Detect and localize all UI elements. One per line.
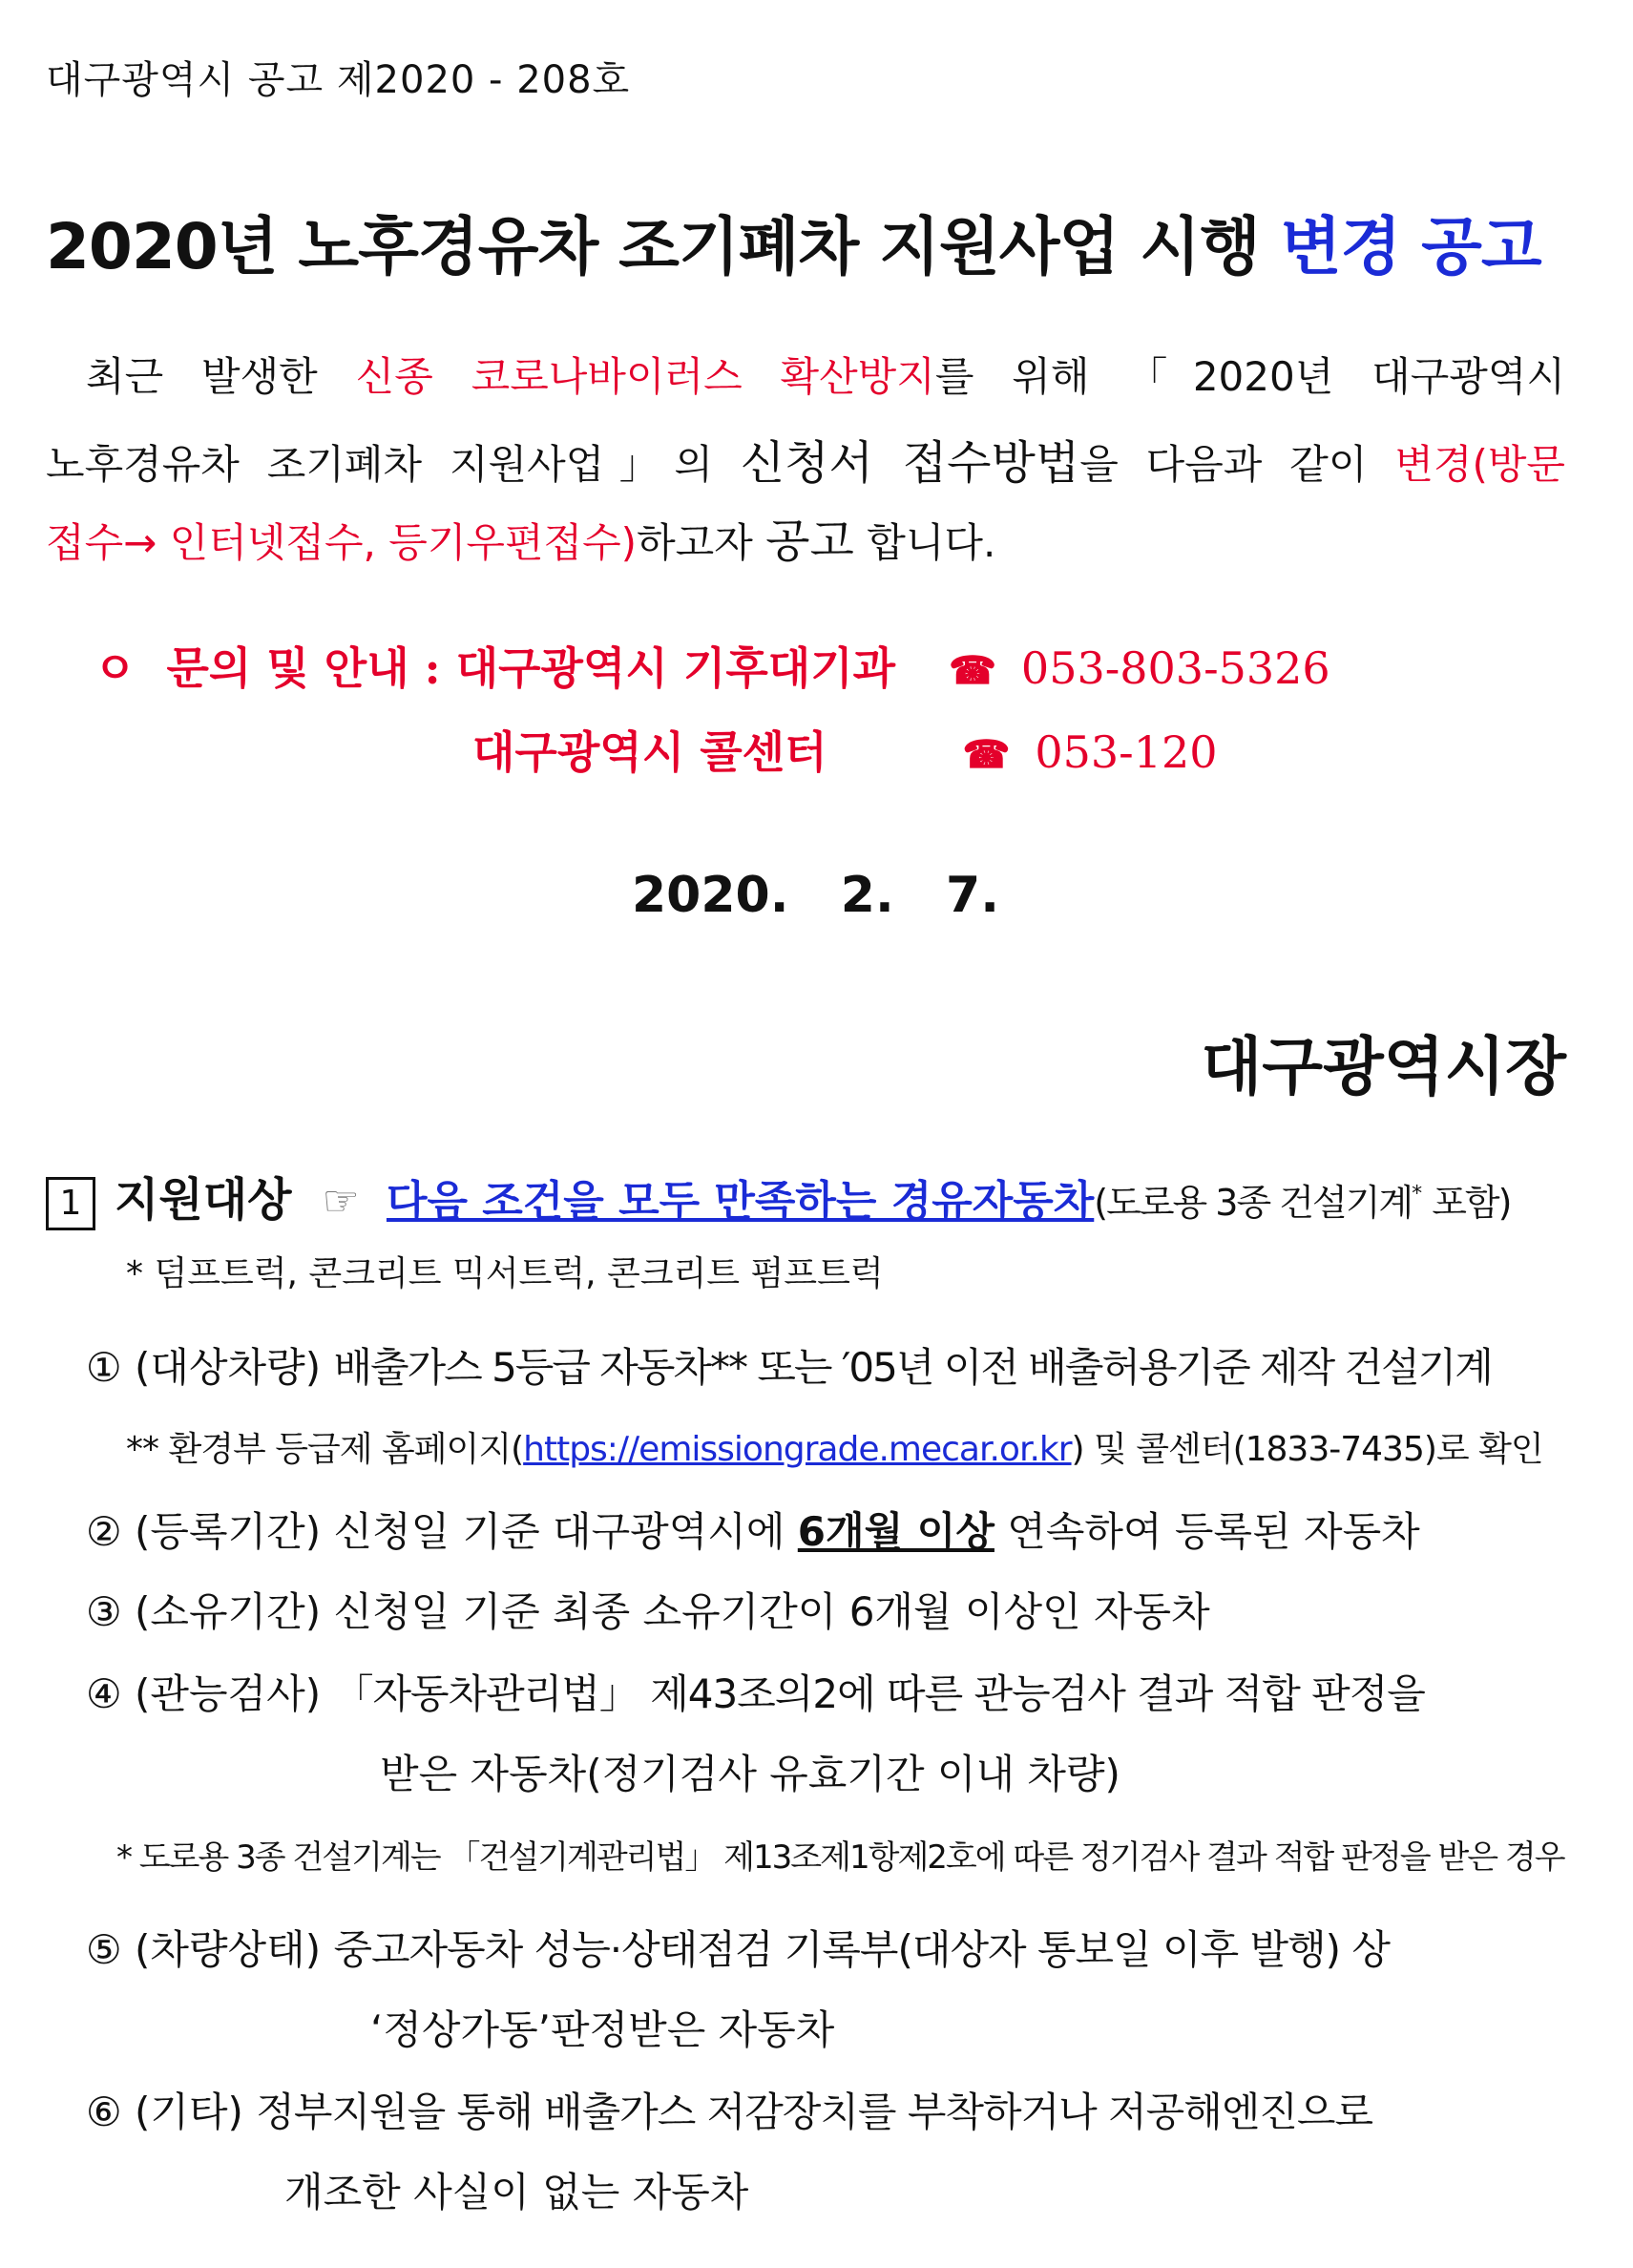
- intro-text: 하고자: [637, 519, 766, 566]
- condition-number: ②: [86, 1508, 122, 1555]
- section-note-sup: *: [1412, 1182, 1423, 1207]
- intro-highlight-change: 변경(방문: [1394, 441, 1565, 488]
- section-note: (도로용 3종 건설기계: [1094, 1182, 1413, 1224]
- intro-highlight-notice: 공고: [765, 514, 854, 568]
- intro-highlight-change-cont: 접수→ 인터넷접수, 등기우편접수): [46, 519, 638, 566]
- phone-icon: ☎: [962, 732, 1011, 777]
- title-highlight: 변경 공고: [1280, 210, 1541, 284]
- condition-label: (기타): [135, 2089, 243, 2135]
- intro-text: 노후경유차 조기폐차 지원사업」의: [46, 441, 741, 488]
- intro-line-2: [46, 426, 1565, 492]
- condition-3: [86, 1581, 1210, 1638]
- condition-6-cont: 개조한 사실이 없는 자동차: [284, 2169, 749, 2216]
- condition-text: 중고자동차 성능·상태점검 기록부(대상자 통보일 이후 발행) 상: [333, 1926, 1390, 1973]
- note-construction: * 도로용 3종 건설기계는 「건설기계관리법」 제13조제1항제2호에 따른 정기검사 결과 적합 판정을 받은 경우: [116, 1838, 1564, 1877]
- intro-highlight-method: 신청서 접수방법: [740, 436, 1080, 490]
- contact-row-1: [94, 634, 1330, 697]
- condition-text: 연속하여 등록된 자동차: [994, 1508, 1420, 1555]
- section-title: 지원대상: [115, 1173, 292, 1227]
- condition-text: 신청일 기준 대구광역시에: [333, 1508, 798, 1555]
- note-text: ** 환경부 등급제 홈페이지(: [126, 1430, 524, 1469]
- condition-number: ③: [86, 1588, 122, 1635]
- phone-icon: ☎: [949, 648, 996, 693]
- section-1-header: [46, 1163, 1510, 1230]
- notice-number: 대구광역시 공고 제2020 - 208호: [46, 58, 631, 102]
- intro-text: 최근 발생한: [86, 353, 356, 400]
- condition-text: 정부지원을 통해 배출가스 저감장치를 부착하거나 저공해엔진으로: [256, 2089, 1373, 2135]
- condition-2: [86, 1501, 1420, 1558]
- contact-org: 대구광역시 콜센터: [472, 726, 827, 778]
- condition-number: ⑥: [86, 2089, 122, 2135]
- pointer-icon: ☞: [322, 1177, 360, 1226]
- intro-text: 합니다.: [853, 519, 996, 566]
- condition-1: [86, 1336, 1492, 1394]
- condition-number: ⑤: [86, 1926, 122, 1973]
- condition-text: 「자동차관리법」 제43조의2에 따른 관능검사 결과 적합 판정을: [333, 1670, 1425, 1717]
- condition-label: (등록기간): [135, 1508, 322, 1555]
- section-highlight: 다음 조건을 모두 만족하는 경유자동차: [386, 1177, 1095, 1226]
- intro-line-1: [86, 346, 1565, 403]
- contact-label: 문의 및 안내 :: [166, 642, 456, 694]
- contact-row-2: [472, 718, 1218, 781]
- intro-line-3: [46, 504, 995, 570]
- section-footnote: * 덤프트럭, 콘크리트 믹서트럭, 콘크리트 펌프트럭: [126, 1254, 884, 1293]
- intro-text: 를 위해 「2020년 대구광역시: [934, 353, 1566, 400]
- condition-5-cont: ‘정상가동’판정받은 자동차: [370, 2006, 835, 2053]
- intro-text: 을 다음과 같이: [1079, 441, 1395, 488]
- condition-label: (대상차량): [135, 1344, 322, 1391]
- condition-text: 배출가스 5등급 자동차** 또는 ′05년 이전 배출허용기준 제작 건설기계: [333, 1344, 1492, 1391]
- note-grade: [126, 1422, 1543, 1471]
- condition-label: (관능검사): [135, 1670, 322, 1717]
- contact-phone: 053-120: [1035, 726, 1218, 778]
- section-note-end: 포함): [1422, 1182, 1511, 1224]
- contact-org: 대구광역시 기후대기과: [455, 642, 896, 694]
- intro-highlight-covid: 신종 코로나바이러스 확산방지: [355, 353, 935, 400]
- condition-text: 신청일 기준 최종 소유기간이 6개월 이상인 자동차: [333, 1588, 1210, 1635]
- note-text: ) 및 콜센터(1833-7435)로 확인: [1071, 1430, 1543, 1469]
- condition-4: [86, 1663, 1425, 1720]
- date: 2020. 2. 7.: [632, 867, 999, 924]
- grade-link[interactable]: https://emissiongrade.mecar.or.kr: [523, 1430, 1072, 1469]
- bullet: ㅇ: [94, 642, 136, 694]
- condition-number: ④: [86, 1670, 122, 1717]
- condition-label: (소유기간): [135, 1588, 322, 1635]
- title-main: 2020년 노후경유차 조기폐차 지원사업 시행: [46, 210, 1281, 284]
- contact-phone: 053-803-5326: [1020, 642, 1330, 694]
- condition-label: (차량상태): [135, 1926, 322, 1973]
- condition-number: ①: [86, 1344, 122, 1391]
- condition-5: [86, 1919, 1390, 1976]
- condition-highlight: 6개월 이상: [797, 1508, 994, 1555]
- page-title: [46, 196, 1541, 286]
- condition-4-cont: 받은 자동차(정기검사 유효기간 이내 차량): [380, 1751, 1120, 1797]
- condition-6: [86, 2081, 1372, 2138]
- issuer: 대구광역시장: [1201, 1030, 1566, 1103]
- section-number-box: 1: [46, 1177, 95, 1230]
